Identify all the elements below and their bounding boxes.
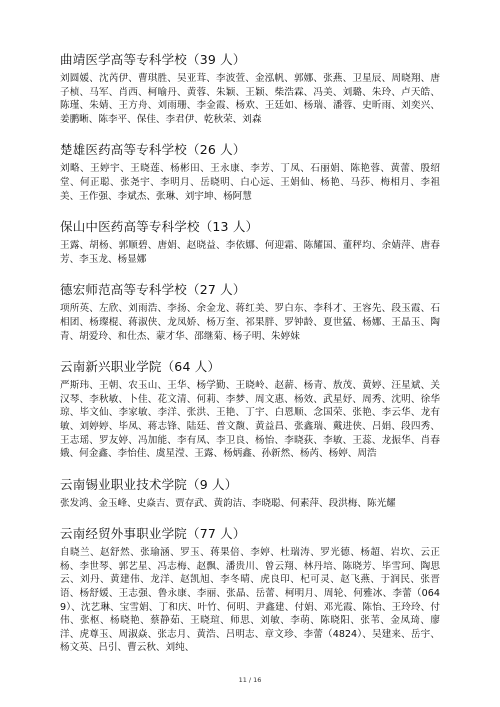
school-section — [60, 357, 440, 461]
school-section — [60, 140, 440, 203]
school-section — [60, 50, 440, 126]
school-section — [60, 524, 440, 655]
name-list: 刘圆媛、沈芮伊、曹琪胜、吴亚茸、李波萱、金泓帆、郭娜、张燕、卫星辰、周晓翔、唐子桢、马军、肖西、柯喻丹、黄蓉、朱颖、王颖、柴浩霖、冯美、刘璐、朱玲、卢天皓、陈瑾、朱婧、王方舟、刘雨珊、李金霞、杨欢、王廷如、杨瑞、潘蓉、史昕雨、刘奕兴、姜鹏晰、陈李平、保佳、李君伊、乾秋荣、刘森 — [60, 73, 440, 125]
name-list: 项所英、左欣、刘雨浩、李扬、余金龙、蒋红美、罗白东、李科才、王容先、段玉霞、石相团、杨璨棍、蒋淑侠、龙凤娇、杨万奎、祁果胖、罗钟龄、夏世猛、杨娜、王晶玉、陶青、胡爱玲、和仕杰、蒙才华、邵继菊、杨子明、朱婷妹 — [60, 303, 440, 342]
name-list: 张发鸿、金玉峰、史焱吉、贾存武、黄韵洁、李晓聪、何素萍、段洪梅、陈光耀 — [60, 497, 396, 509]
section-heading: 曲靖医学高等专科学校（39 人） — [60, 52, 246, 67]
name-list: 自晓兰、赵舒然、张瑜涵、罗玉、蒋果倍、李婷、杜瑞涛、罗光德、杨超、岩坎、云正杨、李世琴、郭艺星、冯志梅、赵飘、潘贵川、曾云翔、林丹培、陈晓芳、毕雪珂、陶思云、刘丹、黄建伟、龙洋、赵凯旭、李冬晴、虎良印、杞可灵、赵飞燕、于润民、张晋语、杨舒媛、王志强、鲁永康、李丽、张晶、岳蕾、柯明月、周轮、何雅冰、李蕾（0649）、沈艺琳、宝雪娟、丁和庆、叶竹、何明、尹鑫建、付娟、邓光霞、陈怡、王玲玲、付伟、张枢、杨晓艳、蔡静茹、王晓瑄、师思、刘敏、李萌、陈晓阳、张苇、金凤琦、廖洋、虎尊玉、周淑焱、张志月、黄浩、吕明志、章文珍、李蕾（4824）、吴建来、岳宇、杨文英、吕引、曹云秋、刘纯、 — [60, 547, 440, 654]
name-list: 严斯玮、王朝、农玉山、王华、杨学勤、王晓岭、赵薪、杨青、敖茂、黄婷、汪星斌、关汉琴、李秋敏、卜佳、花文清、何莉、李梦、周文惠、杨效、武星妤、周秀、沈明、徐华琼、毕文仙、李家敏、李洋、张洪、王艳、丁宇、白恩顺、念国荣、张艳、李云华、龙有敏、刘婷婷、毕凤、蒋志锋、陆廷、普文馥、黄益昌、张鑫瑞、戴进侠、吕娟、段四秀、王志瑶、罗友婷、冯加能、李有凤、李卫良、杨怡、李晓荻、李敏、王蕊、龙振华、肖春娥、何金鑫、李怡佳、虞星滢、王露、杨炳鑫、孙新然、杨芮、杨婷、周浩 — [60, 380, 440, 460]
school-section — [60, 280, 440, 343]
section-heading: 保山中医药高等专科学校（13 人） — [60, 219, 259, 235]
name-list: 王露、胡杨、郭顺碧、唐娟、赵晓益、李依娜、何迎霜、陈耀国、董秤均、余婧萍、唐春芳、李玉龙、杨显娜 — [60, 240, 440, 265]
page-number: 11 / 16 — [238, 676, 262, 684]
section-heading: 云南新兴职业学院（64 人） — [60, 359, 221, 375]
document-content — [60, 40, 440, 669]
section-heading: 云南经贸外事职业学院（77 人） — [60, 526, 246, 542]
section-heading: 德宏师范高等专科学校（27 人） — [60, 282, 246, 298]
section-heading: 云南锡业职业技术学院（9 人） — [60, 476, 238, 492]
name-list: 刘略、王婷宇、王晓莲、杨彬田、王永康、李芳、丁凤、石丽娟、陈艳蓉、黄蕾、殷绍堂、何正聪、张尧宇、李明月、岳晓明、白心远、王娟仙、杨艳、马莎、梅相月、李祖美、王作强、李斌杰、张琳、刘宇坤、杨阿慧 — [60, 163, 440, 202]
school-section — [60, 217, 440, 266]
section-heading: 楚雄医药高等专科学校（26 人） — [60, 142, 246, 158]
school-section — [60, 475, 440, 511]
